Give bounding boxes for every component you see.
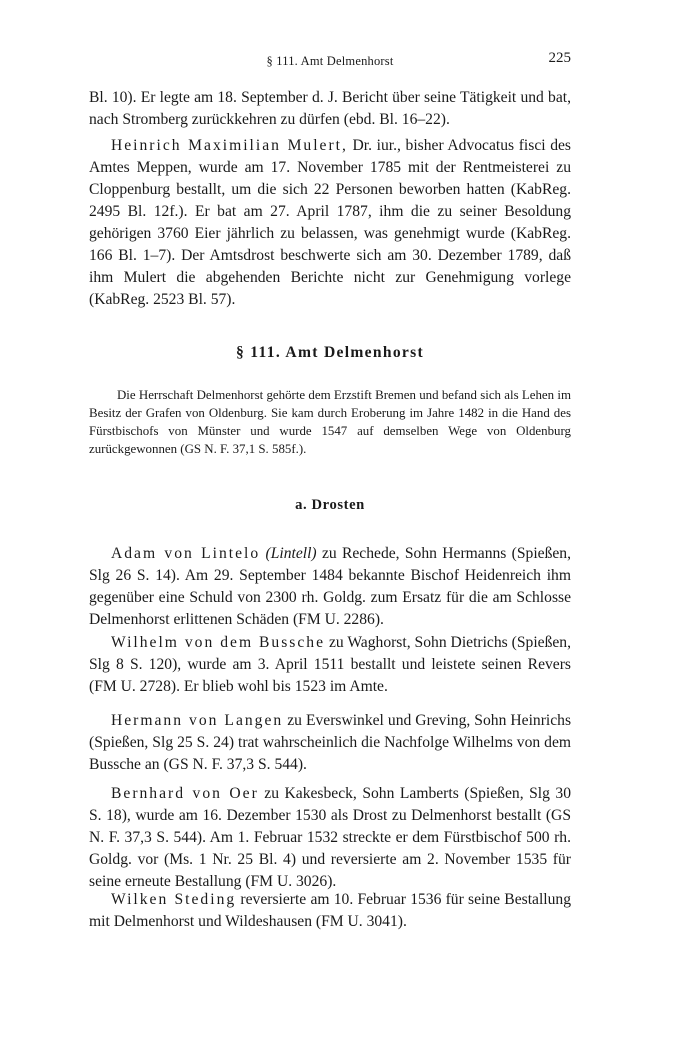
entry-oer bbox=[89, 783, 571, 893]
person-name: Wilken Steding bbox=[111, 891, 237, 908]
page-number: 225 bbox=[548, 50, 571, 66]
person-name: Heinrich Maximilian Mulert, bbox=[111, 137, 348, 154]
person-name: Wilhelm von dem Bussche bbox=[111, 634, 325, 651]
entry-text: zu Everswinkel und Greving, Sohn Heinrichs (Spießen, Slg 25 S. 24) trat wahrscheinlich die Nachfolge Wilhelms von dem Bussche an (GS N. F. 37,3 S. 544). bbox=[89, 712, 572, 773]
running-title: § 111. Amt Delmenhorst bbox=[266, 54, 394, 68]
paragraph-text: Dr. iur., bisher Advocatus fisci des Amtes Meppen, wurde am 17. November 1785 mit der Rentmeisterei zu Cloppenburg bestallt, um die sich 22 Personen beworben hatten (KabReg. 2495 Bl. 12f.). Er bat am 27. April 1787, ihm die zu seiner Besoldung gehörigen 3760 Eier jährlich zu belassen, was genehmigt wurde (KabReg. 166 Bl. 1–7). Der Amtsdrost beschwerte sich am 30. Dezember 1789, daß ihm Mulert die abgehenden Berichte nicht zur Genehmigung vorlege (KabReg. 2523 Bl. 57). bbox=[89, 137, 571, 308]
entry-lintelo bbox=[89, 543, 571, 631]
entry-text: reversierte am 10. Februar 1536 für seine Bestallung mit Delmenhorst und Wildeshausen (FM U. 3041). bbox=[89, 891, 572, 930]
section-intro: Die Herrschaft Delmenhorst gehörte dem Erzstift Bremen und befand sich als Lehen im Besitz der Grafen von Oldenburg. Sie kam durch Eroberung im Jahre 1482 in die Hand des Fürstbischofs von Münster und wurde 1547 auf demselben Wege von Oldenburg zurückgewonnen (GS N. F. 37,1 S. 585f.). bbox=[89, 388, 571, 456]
continued-paragraph bbox=[89, 87, 571, 131]
entry-text: zu Rechede, Sohn Hermanns (Spießen, Slg 26 S. 14). Am 29. September 1484 bekannte Bischof Heidenreich ihm gegenüber eine Schuld von 2300 rh. Goldg. zum Ersatz für die am Schlosse Delmenhorst erlittenen Schäden (FM U. 2286). bbox=[89, 545, 572, 628]
entry-bussche bbox=[89, 632, 571, 698]
paragraph-text: Bl. 10). Er legte am 18. September d. J. Bericht über seine Tätigkeit und bat, nach Stromberg zurückkehren zu dürfen (ebd. Bl. 16–22). bbox=[89, 89, 571, 128]
person-name: Bernhard von Oer bbox=[111, 785, 259, 802]
entry-text: zu Waghorst, Sohn Dietrichs (Spießen, Slg 8 S. 120), wurde am 3. April 1511 bestallt und leistete seinen Revers (FM U. 2728). Er blieb wohl bis 1523 im Amte. bbox=[89, 634, 571, 695]
entry-steding bbox=[89, 889, 571, 933]
subsection-heading: a. Drosten bbox=[295, 497, 365, 513]
running-head bbox=[89, 50, 571, 72]
person-name: Adam von Lintelo bbox=[111, 545, 261, 562]
entry-langen bbox=[89, 710, 571, 776]
entry-text: zu Kakesbeck, Sohn Lamberts (Spießen, Slg 30 S. 18), wurde am 16. Dezember 1530 als Drost zu Delmenhorst bestallt (GS N. F. 37,3 S. 544). Am 1. Februar 1532 streckte er dem Fürstbischof 500 rh. Goldg. vor (Ms. 1 Nr. 25 Bl. 4) und reversierte am 2. November 1535 für seine erneute Bestallung (FM U. 3026). bbox=[89, 785, 571, 890]
name-variant: (Lintell) bbox=[265, 545, 317, 562]
mulert-paragraph bbox=[89, 135, 571, 311]
section-heading: § 111. Amt Delmenhorst bbox=[236, 344, 424, 361]
person-name: Hermann von Langen bbox=[111, 712, 284, 729]
